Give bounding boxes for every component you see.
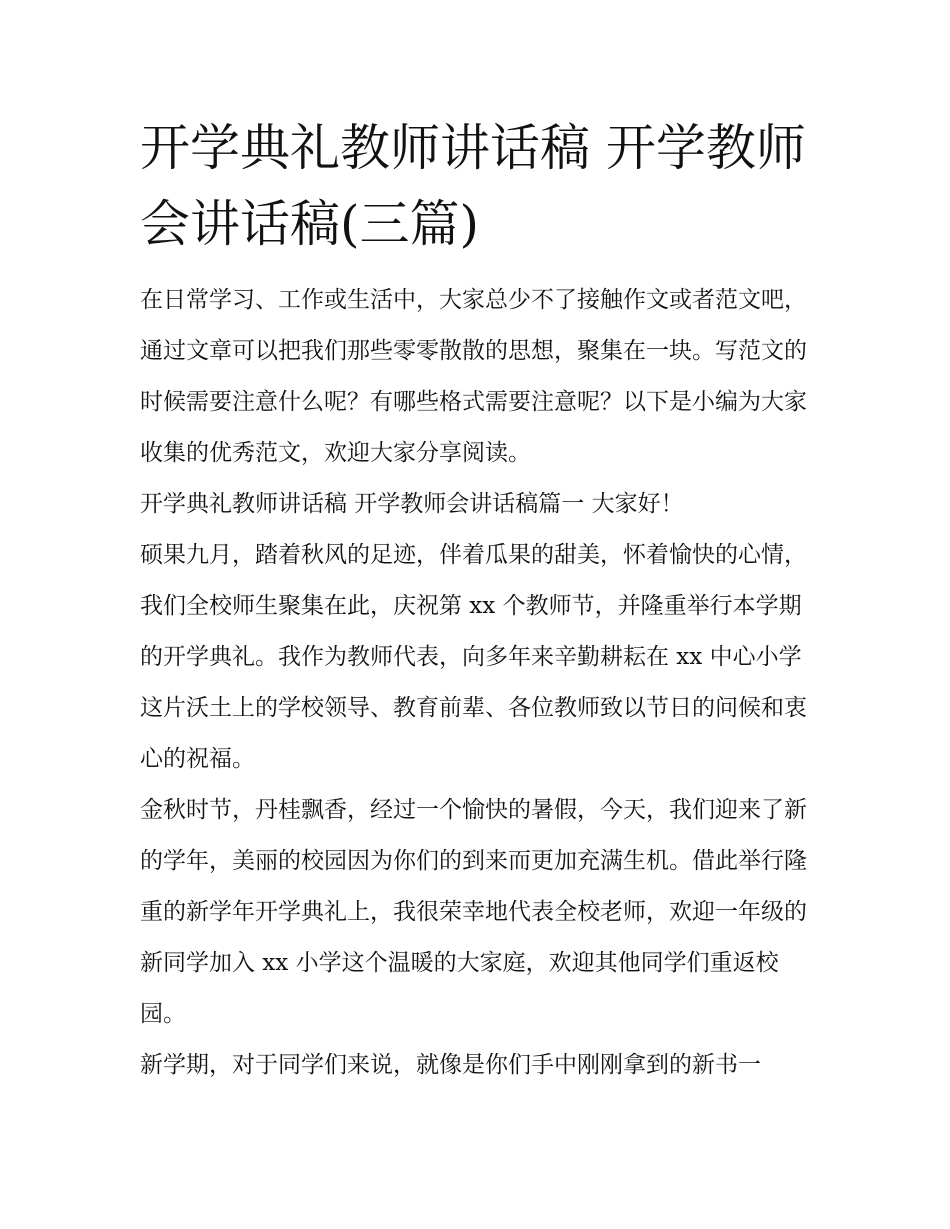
- paragraph-intro: 在日常学习、工作或生活中，大家总少不了接触作文或者范文吧，通过文章可以把我们那些零零散散的思想，聚集在一块。写范文的时候需要注意什么呢？有哪些格式需要注意呢？以下是小编为大家收集的优秀范文，欢迎大家分享阅读。: [140, 287, 807, 466]
- paragraph-september: 硕果九月，踏着秋风的足迹，伴着瓜果的甜美，怀着愉快的心情，我们全校师生聚集在此，庆祝第 xx 个教师节，并隆重举行本学期的开学典礼。我作为教师代表，向多年来辛勤耕耘在 xx 中心小学这片沃土上的学校领导、教育前辈、各位教师致以节日的问候和衷心的祝福。: [140, 542, 807, 772]
- document-title: [140, 110, 820, 262]
- title-line-2: 会讲话稿(三篇): [140, 195, 480, 253]
- paragraph-autumn: 金秋时节，丹桂飘香，经过一个愉快的暑假，今天，我们迎来了新的学年，美丽的校园因为你们的到来而更加充满生机。借此举行隆重的新学年开学典礼上，我很荣幸地代表全校老师，欢迎一年级的新同学加入 xx 小学这个温暖的大家庭，欢迎其他同学们重返校园。: [140, 797, 807, 1027]
- document-body: [140, 275, 820, 1091]
- paragraph-new-term: 新学期，对于同学们来说，就像是你们手中刚刚拿到的新书一: [140, 1052, 761, 1078]
- paragraph-heading-greeting: 开学典礼教师讲话稿 开学教师会讲话稿篇一 大家好！: [140, 491, 684, 517]
- title-line-1: 开学典礼教师讲话稿 开学教师: [140, 119, 806, 177]
